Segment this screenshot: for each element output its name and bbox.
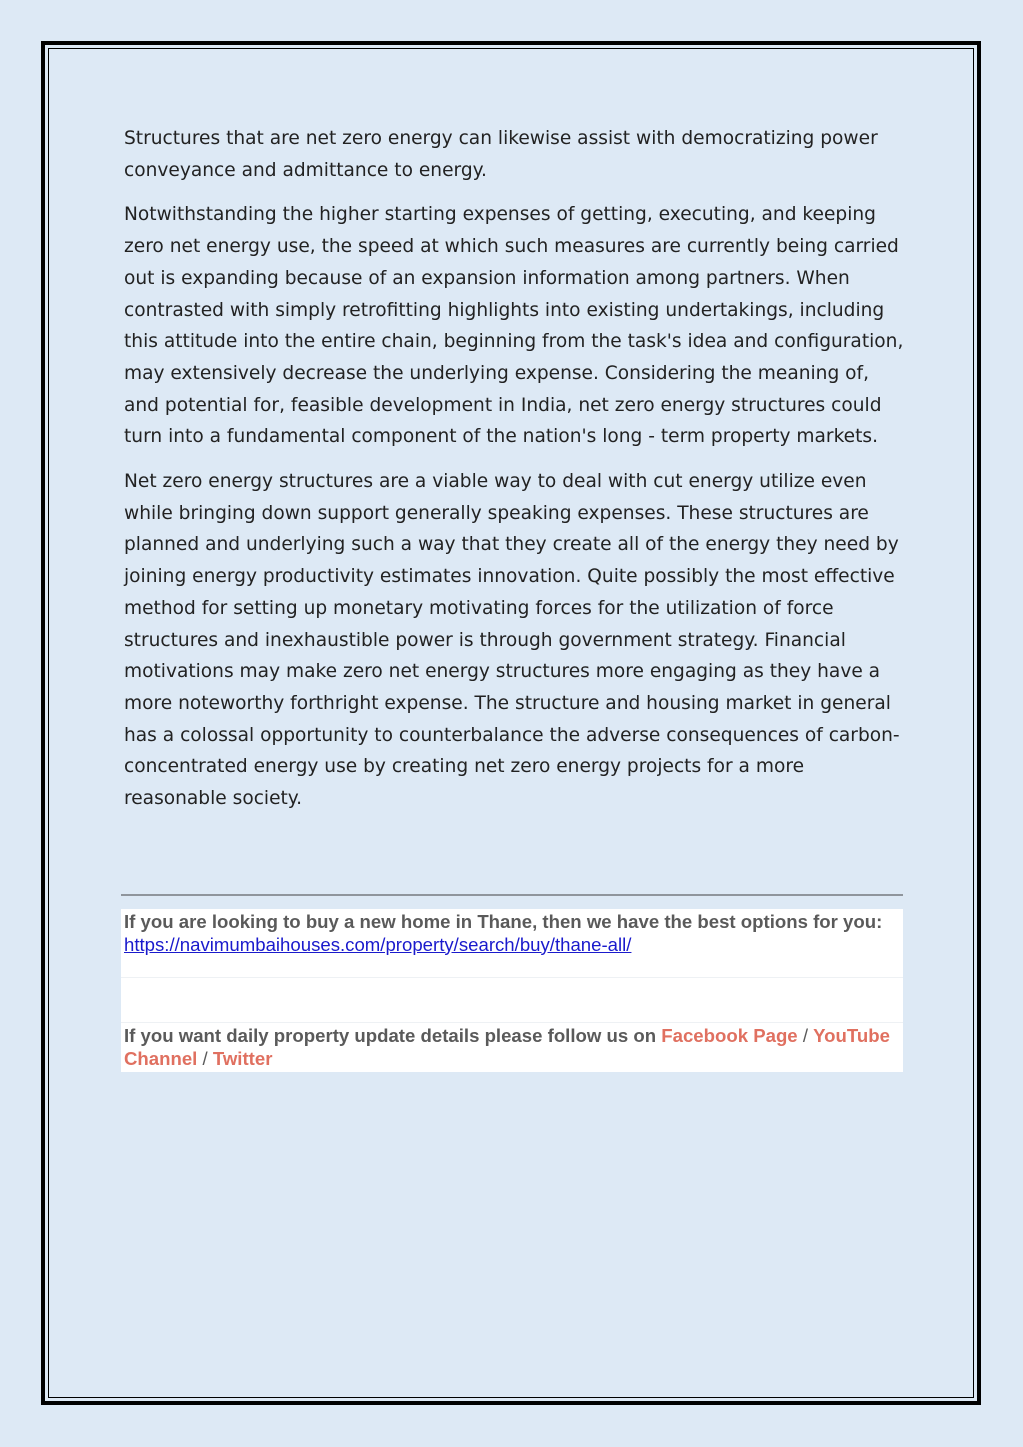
follow-promo-row <box>121 1023 903 1072</box>
paragraph-2: Notwithstanding the higher starting expenses of getting, executing, and keeping zero net energy use, the speed at which such measures are currently being carried out is expanding because of an expansion information among partners. When contrasted with simply retrofitting highlights into existing undertakings, including this attitude into the entire chain, beginning from the task's idea and configuration, may extensively decrease the underlying expense. Considering the meaning of, and potential for, feasible development in India, net zero energy structures could turn into a fundamental component of the nation's long - term property markets. <box>124 204 904 448</box>
twitter-link[interactable]: Twitter <box>212 1047 273 1069</box>
promo-box <box>121 909 903 1072</box>
youtube-channel-link[interactable]: YouTube Channel <box>124 1025 890 1069</box>
follow-text: If you want daily property update details please follow us on <box>124 1025 662 1046</box>
article-body <box>124 123 906 828</box>
section-divider <box>121 894 903 896</box>
paragraph-1: Structures that are net zero energy can likewise assist with democratizing power conveyance and admittance to energy. <box>124 128 878 181</box>
separator-2: / <box>197 1047 213 1069</box>
separator-1: / <box>797 1025 814 1046</box>
buy-promo-text: If you are looking to buy a new home in Thane, then we have the best options for you: <box>124 911 883 932</box>
facebook-page-link[interactable]: Facebook Page <box>661 1025 798 1046</box>
buy-promo-row <box>121 909 903 978</box>
promo-spacer <box>121 978 903 1023</box>
paragraph-3: Net zero energy structures are a viable way to deal with cut energy utilize even while bringing down support generally speaking expenses. These structures are planned and underlying such a way that they create all of the energy they need by joining energy productivity estimates innovation. Quite possibly the most effective method for setting up monetary motivating forces for the utilization of force structures and inexhaustible power is through government strategy. Financial motivations may make zero net energy structures more engaging as they have a more noteworthy forthright expense. The structure and housing market in general has a colossal opportunity to counterbalance the adverse consequences of carbon-concentrated energy use by creating net zero energy projects for a more reasonable society. <box>124 471 900 810</box>
thane-property-link[interactable]: https://navimumbaihouses.com/property/search/buy/thane-all/ <box>124 933 632 955</box>
